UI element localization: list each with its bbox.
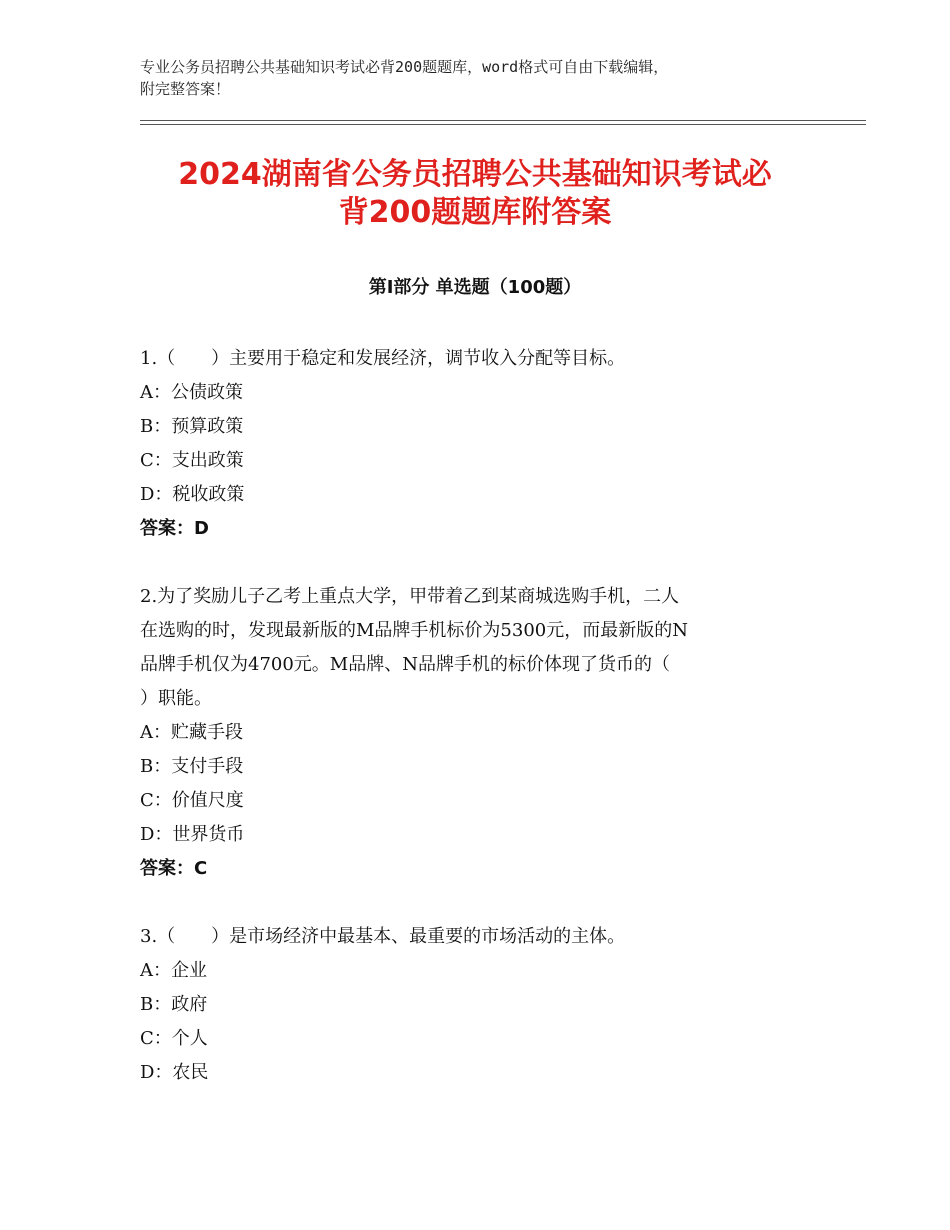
question-stem-line: ）职能。 [140,688,212,709]
question-item [140,342,800,546]
header-note-line-1: 专业公务员招聘公共基础知识考试必背200题题库，word格式可自由下载编辑， [140,58,669,76]
question-option: A：企业 [140,960,207,981]
answer-label: 答案： [140,518,194,539]
question-option: B：政府 [140,994,208,1015]
question-stem-line: 2.为了奖励儿子乙考上重点大学，甲带着乙到某商城选购手机，二人 [140,586,680,607]
header-divider-secondary [140,124,866,125]
question-item [140,580,800,886]
question-option: C：价值尺度 [140,790,244,811]
question-option: D：农民 [140,1062,209,1083]
document-title-line-2: 背200题题库附答案 [338,195,612,230]
answer-value: D [194,518,209,539]
question-stem-line: 1.（ ）主要用于稳定和发展经济，调节收入分配等目标。 [140,348,626,369]
answer-value: C [194,858,208,879]
section-title: 第Ⅰ部分 单选题（100题） [368,277,582,298]
question-list [140,342,800,1124]
header-note-line-2: 附完整答案！ [140,80,231,98]
document-title-line-1: 2024湖南省公务员招聘公共基础知识考试必 [178,157,772,192]
header-divider [140,120,866,121]
question-stem-line: 品牌手机仅为4700元。M品牌、N品牌手机的标价体现了货币的（ [140,654,670,675]
question-stem-line: 在选购的时，发现最新版的M品牌手机标价为5300元，而最新版的N [140,620,688,641]
question-answer [140,852,800,886]
question-option: B：预算政策 [140,416,244,437]
question-option: A：贮藏手段 [140,722,243,743]
question-stem-line: 3.（ ）是市场经济中最基本、最重要的市场活动的主体。 [140,926,626,947]
question-option: C：个人 [140,1028,208,1049]
question-option: B：支付手段 [140,756,244,777]
question-option: C：支出政策 [140,450,244,471]
question-option: A：公债政策 [140,382,243,403]
answer-label: 答案： [140,858,194,879]
document-title [100,156,850,232]
question-item [140,920,800,1090]
header-note [140,56,840,100]
question-answer [140,512,800,546]
question-option: D：世界货币 [140,824,245,845]
question-option: D：税收政策 [140,484,245,505]
